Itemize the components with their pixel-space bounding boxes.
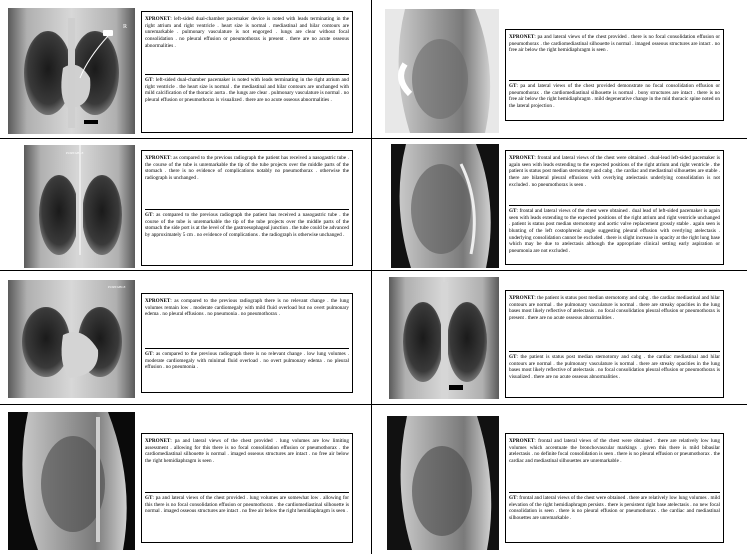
- model-label: XPRONET: [509, 295, 535, 301]
- gt-label: GT: [509, 354, 517, 360]
- model-report: : the patient is status post median sternotomy and cabg . the cardiac mediastinal and hilar contours are normal . the pulmonary vasculature is normal . there are streaky opacities in the lung bases most likely reflective of atelectasis . no focal consolidation pleural effusion or pneumothorax is present . there are no acute osseous abnormalities .: [509, 295, 720, 321]
- chest-xray-lateral: [391, 144, 499, 268]
- gt-report: : as compared to the previous radiograph the patient has received a nasogastric tube . the course of the tube is unremarkable the tip of the tube projects over the middle parts of the stomach the side port is at the level of the gastroesophageal junction . the tube could be advanced by approximately 5 cm . no evidence of complications . the radiograph is otherwise unchanged .: [145, 212, 349, 238]
- report-box: [505, 29, 724, 121]
- model-label: XPRONET: [509, 34, 535, 40]
- row-divider: [0, 138, 747, 139]
- report-box: [505, 290, 724, 398]
- report-box: [141, 433, 353, 543]
- gt-report: : frontal and lateral views of the chest were obtained . dual lead of left-sided pacemaker is again seen with leads extending to the expected positions of the right atrium and right ventricle unchanged . patient is status post median sternotomy and aortic valve replacement grossly stable . again seen is blunting of the left costophrenic angle suggesting pleural effusion with overlying atelectasis . underlying consolidation cannot be excluded . there is slight increase in opacity at the right lung base which may be due to atelectasis although the appropriate clinical setting early aspiration or pneumonia are not excluded .: [509, 208, 720, 254]
- report-box: [141, 11, 353, 133]
- gt-label: GT: [509, 495, 517, 501]
- model-label: XPRONET: [145, 16, 171, 22]
- gt-label: GT: [145, 212, 153, 218]
- chest-xray-frontal: [8, 280, 135, 398]
- gt-label: GT: [145, 351, 153, 357]
- chest-xray-lateral: [387, 416, 499, 550]
- image-caption: PORTABLE: [108, 285, 126, 289]
- gt-report: : frontal and lateral views of the chest were obtained . there are relatively low lung volumes . mild elevation of the right hemidiaphragm persists . there is persistent right base atelectasis . no new focal consolidation is seen . there is no pleural effusion or pneumothorax . the cardiac and mediastinal silhouettes are unremarkable .: [509, 495, 720, 521]
- chest-xray-frontal: [8, 8, 135, 134]
- gt-report: : pa and lateral views of the chest provided demonstrate no focal consolidation effusion or pneumothorax . the cardiomediastinal silhouette is normal . bony structures are intact . there is no free air below the right hemidiaphragm . mild degenerative change in the mid thoracic spine noted on the lateral projection .: [509, 83, 720, 109]
- column-divider: [371, 0, 372, 554]
- report-box: [141, 293, 353, 393]
- chest-xray-frontal: [389, 277, 499, 399]
- model-report: : pa and lateral views of the chest provided . there is no focal consolidation effusion or pneumothorax . the cardiomediastinal silhouette is normal . imaged osseous structures are intact . no free air below the right hemidiaphragm is seen .: [509, 34, 720, 54]
- model-report: : frontal and lateral views of the chest were obtained . there are relatively low lung volumes which accentuate the bronchovascular markings . given this there is mild bibasilar atelectasis . no definite focal consolidation is seen . there is no pleural effusion or pneumothorax . the cardiac and mediastinal silhouettes are unremarkable .: [509, 438, 720, 464]
- model-report: : as compared to the previous radiograph there is no relevant change . the lung volumes remain low . moderate cardiomegaly with mild fluid overload but no overt pulmonary edema . no pleural effusions . no pneumonia . no pneumothorax .: [145, 298, 349, 318]
- report-box: [141, 150, 353, 266]
- gt-report: : pa and lateral views of the chest provided . lung volumes are somewhat low . allowing for this there is no focal consolidation effusion or pneumothorax . the cardiomediastinal silhouette is normal . imaged osseous structures are intact . no free air below the right hemidiaphragm is seen .: [145, 495, 349, 515]
- model-label: XPRONET: [509, 155, 535, 161]
- chest-xray-lateral: [8, 412, 135, 550]
- report-box: [505, 433, 724, 543]
- row-divider: [0, 404, 747, 405]
- model-label: XPRONET: [145, 438, 171, 444]
- model-label: XPRONET: [509, 438, 535, 444]
- model-report: : frontal and lateral views of the chest were obtained . dual-lead left-sided pacemaker is again seen with leads extending to the expected positions of the right atrium and right ventricle . the patient is status post median sternotomy and cabg . the cardiac and mediastinal silhouettes are stable . there are bilateral pleural effusions with overlying atelectasis underlying consolidation is not excluded . no pneumothorax is seen .: [509, 155, 720, 188]
- image-caption: PORTABLE: [66, 151, 84, 155]
- gt-report: : left-sided dual-chamber pacemaker is noted with leads terminating in the right atrium and right ventricle . the heart size is normal . the mediastinal and hilar contours are unchanged with mild calcification of the thoracic aorta . the lungs are clear . pulmonary vasculature is normal . no pleural effusion or pneumothorax is visualized . there are no acute osseous abnormalities .: [145, 77, 349, 103]
- model-report: : pa and lateral views of the chest provided . lung volumes are low limiting assessment . allowing for this there is no focal consolidation effusion or pneumothorax . the cardiomediastinal silhouette is normal . imaged osseous structures are intact . no free air below the right hemidiaphragm is seen .: [145, 438, 349, 464]
- model-report: : left-sided dual-chamber pacemaker device is noted with leads terminating in the right atrium and right ventricle . heart size is normal . mediastinal and hilar contours are unremarkable . pulmonary vasculature is not engorged . lungs are clear without focal consolidation . no pleural effusion or pneumothorax is present . there are no acute osseous abnormalities .: [145, 16, 349, 49]
- model-label: XPRONET: [145, 155, 171, 161]
- gt-label: GT: [509, 83, 517, 89]
- gt-report: : as compared to the previous radiograph there is no relevant change . low lung volumes . moderate cardiomegaly with minimal fluid overload . no overt pulmonary edema . no pleural effusion . no pneumonia .: [145, 351, 349, 371]
- model-label: XPRONET: [145, 298, 171, 304]
- gt-label: GT: [145, 77, 153, 83]
- model-report: : as compared to the previous radiograph the patient has received a nasogastric tube . the course of the tube is unremarkable the tip of the tube projects over the middle parts of the stomach . there is no evidence of complications notably no pneumothorax . otherwise the radiograph is unchanged .: [145, 155, 349, 181]
- side-marker: R: [123, 24, 128, 30]
- report-box: [505, 150, 724, 265]
- gt-report: : the patient is status post median sternotomy and cabg . the cardiac mediastinal and hilar contours are normal . the pulmonary vasculature is normal . there are streaky opacities in the lung bases most likely reflective of atelectasis . no focal consolidation pleural effusion or pneumothorax is visualized . there are no acute osseous abnormalities .: [509, 354, 720, 380]
- row-divider: [0, 270, 747, 271]
- gt-label: GT: [509, 208, 517, 214]
- chest-xray-lateral: [385, 9, 499, 133]
- chest-xray-frontal: [24, 145, 135, 268]
- gt-label: GT: [145, 495, 153, 501]
